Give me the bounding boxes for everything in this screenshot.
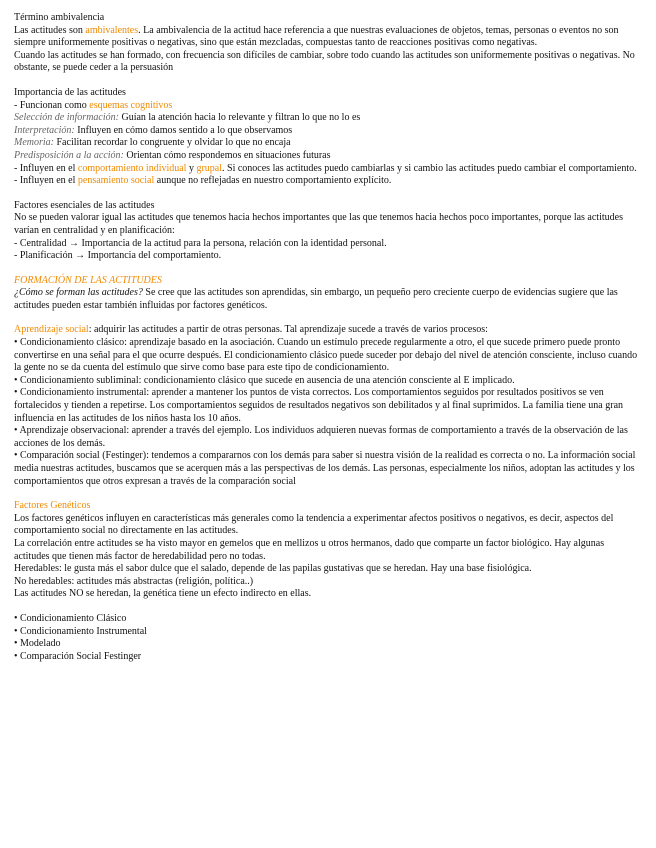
term: • Comparación social (Festinger) (14, 450, 147, 462)
importance-interpretation (14, 125, 640, 138)
text: . La ambivalencia de la actitud hace referencia a que nuestras evaluaciones de objetos, temas, personas o eventos no son siempre uniformemente positivas o negativas, sino que están mezcladas, compuestas tanto de reacciones positivas como negativas. (14, 24, 619, 49)
ambivalence-paragraph-2: Cuando las actitudes se han formado, con frecuencia son difíciles de cambiar, sobre todo cuando las actitudes son uniformemente positivas o negativas. No obstante, se puede ceder a la persuasión (14, 49, 635, 74)
text: Se cree que las actitudes son aprendidas, sin embargo, un pequeño pero creciente cuerpo de evidencias sugiere que las actitudes pueden estar también influidas por factores genéticos. (14, 287, 618, 311)
importance-selection (14, 112, 640, 125)
text: Las actitudes son (14, 24, 86, 36)
summary-item-modeling: • Modelado (14, 638, 61, 650)
text: aunque no reflejadas en nuestro comportamiento explícito. (154, 175, 392, 187)
ambivalence-title: Término ambivalencia (14, 12, 105, 23)
text: Facilitan recordar lo congruente y olvidar lo que no encaja (54, 137, 291, 149)
text: . Si conoces las actitudes puedo cambiarlas y si cambio las actitudes puedo cambiar el comportamiento. (222, 162, 637, 174)
label: Interpretación: (14, 124, 75, 136)
genetic-paragraph-5: Las actitudes NO se heredan, la genética tiene un efecto indirecto en ellas. (14, 588, 312, 600)
label: Selección de información: (14, 112, 119, 124)
text: : aprender a mantener los puntos de vista correctos. Los comportamientos seguidos por resultados positivos se ven fortalecidos y tienden a repetirse. Los comportamientos seguidos de resultados negativos son debilitados y al final suprimidos. La familia tiene una gran influencia en las actitudes de los niños hasta los 10 años. (14, 387, 624, 424)
term: • Condicionamiento instrumental (14, 387, 147, 399)
text: Orientan cómo respondemos en situaciones futuras (123, 149, 331, 161)
highlight-pensamiento: pensamiento social (77, 175, 155, 187)
term: • Condicionamiento clásico (14, 337, 125, 349)
highlight-esquemas: esquemas cognitivos (89, 99, 173, 111)
genetic-paragraph-4: No heredables: actitudes más abstractas (religión, política..) (14, 575, 254, 587)
text: - Funcionan como (14, 99, 90, 111)
text: : tendemos a compararnos con los demás para saber si nuestra visión de la realidad es correcta o no. La información social media nuestras actitudes, buscamos que se acerquen más a las perspectivas de los demás. (14, 450, 636, 474)
label: Predisposición a la acción: (14, 149, 124, 161)
bullet-instrumental-conditioning (14, 387, 640, 425)
ambivalence-paragraph-1 (14, 25, 640, 50)
importance-item-schemas (14, 100, 640, 113)
importance-item-social-thought (14, 175, 640, 188)
label: Memoria: (14, 137, 54, 149)
text: - Influyen en el (14, 162, 78, 174)
importance-predisposition (14, 150, 640, 163)
social-learning-intro (14, 324, 640, 337)
bullet-social-comparison (14, 450, 640, 488)
formation-paragraph (14, 287, 640, 312)
text: Las personas, especialmente los niños, adoptan las actitudes y los comportamientos que otros expresan a través de la comparación social (14, 463, 635, 487)
term: • Condicionamiento subliminal (14, 374, 139, 386)
bullet-observational-learning (14, 425, 640, 450)
importance-item-behavior (14, 163, 640, 176)
question: ¿Cómo se forman las actitudes? (14, 287, 143, 299)
term: • Aprendizaje observacional (14, 425, 127, 437)
highlight-grupal: grupal (196, 162, 223, 174)
text: : aprender a través del ejemplo. Los individuos adquieren nuevas formas de comportamiento a través de la observación de las acciones de los demás. (14, 425, 628, 449)
genetic-paragraph-2: La correlación entre actitudes se ha visto mayor en gemelos que en mellizos u otros hermanos, dado que comparte un factor biológico. Hay algunas actitudes que tienen más factor de heredabilidad pero no todas. (14, 537, 605, 562)
summary-item-comparison: • Comparación Social Festinger (14, 650, 142, 662)
factors-planning: - Planificación → Importancia del comportamiento. (14, 250, 222, 262)
genetic-paragraph-1: Los factores genéticos influyen en características más generales como la tendencia a experimentar afectos positivos o negativos, es decir, aspectos del comportamiento social no directamente en las actitudes. (14, 512, 614, 537)
highlight-individual: comportamiento individual (77, 162, 187, 174)
social-learning-heading: Aprendizaje social (14, 324, 89, 336)
formation-title: FORMACIÓN DE LAS ACTITUDES (14, 274, 162, 286)
document-page (14, 12, 640, 663)
bullet-subliminal-conditioning (14, 375, 640, 388)
text: Guían la atención hacia lo relevante y filtran lo que no lo es (118, 112, 361, 124)
summary-item-instrumental: • Condicionamiento Instrumental (14, 625, 147, 637)
genetic-title: Factores Genéticos (14, 500, 91, 512)
text: : adquirir las actitudes a partir de otras personas. Tal aprendizaje sucede a través de varios procesos: (88, 324, 488, 336)
text: : condicionamiento clásico que sucede en ausencia de una atención consciente al E implicado. (138, 374, 515, 386)
highlight-ambivalentes: ambivalentes (85, 24, 139, 36)
summary-item-classical: • Condicionamiento Clásico (14, 612, 127, 624)
bullet-classical-conditioning (14, 337, 640, 375)
text: - Influyen en el (14, 175, 78, 187)
text: y (186, 162, 197, 174)
importance-memory (14, 137, 640, 150)
genetic-paragraph-3: Heredables: le gusta más el sabor dulce que el salado, depende de las papilas gustativas que se heredan. Hay una base fisiológica. (14, 563, 532, 575)
factors-centrality: - Centralidad → Importancia de la actitud para la persona, relación con la identidad personal. (14, 237, 387, 249)
factors-paragraph: No se pueden valorar igual las actitudes que tenemos hacia hechos importantes que las que tenemos hacia hechos poco importantes, porque las actitudes varían en centralidad y en planificación: (14, 212, 623, 236)
text: Influyen en cómo damos sentido a lo que observamos (74, 124, 293, 136)
importance-title: Importancia de las actitudes (14, 86, 126, 98)
text: : aprendizaje basado en la asociación. Cuando un estímulo precede regularmente a otro, el que sucede primero puede pronto convertirse en una señal para el que ocurre después. El condicionamiento clásico puede suceder por debajo del nivel de atención consciente, incluso cuando la gente no se da cuenta del estímulo que sirve como base para este tipo de condicionamiento. (14, 337, 638, 374)
factors-title: Factores esenciales de las actitudes (14, 199, 155, 211)
